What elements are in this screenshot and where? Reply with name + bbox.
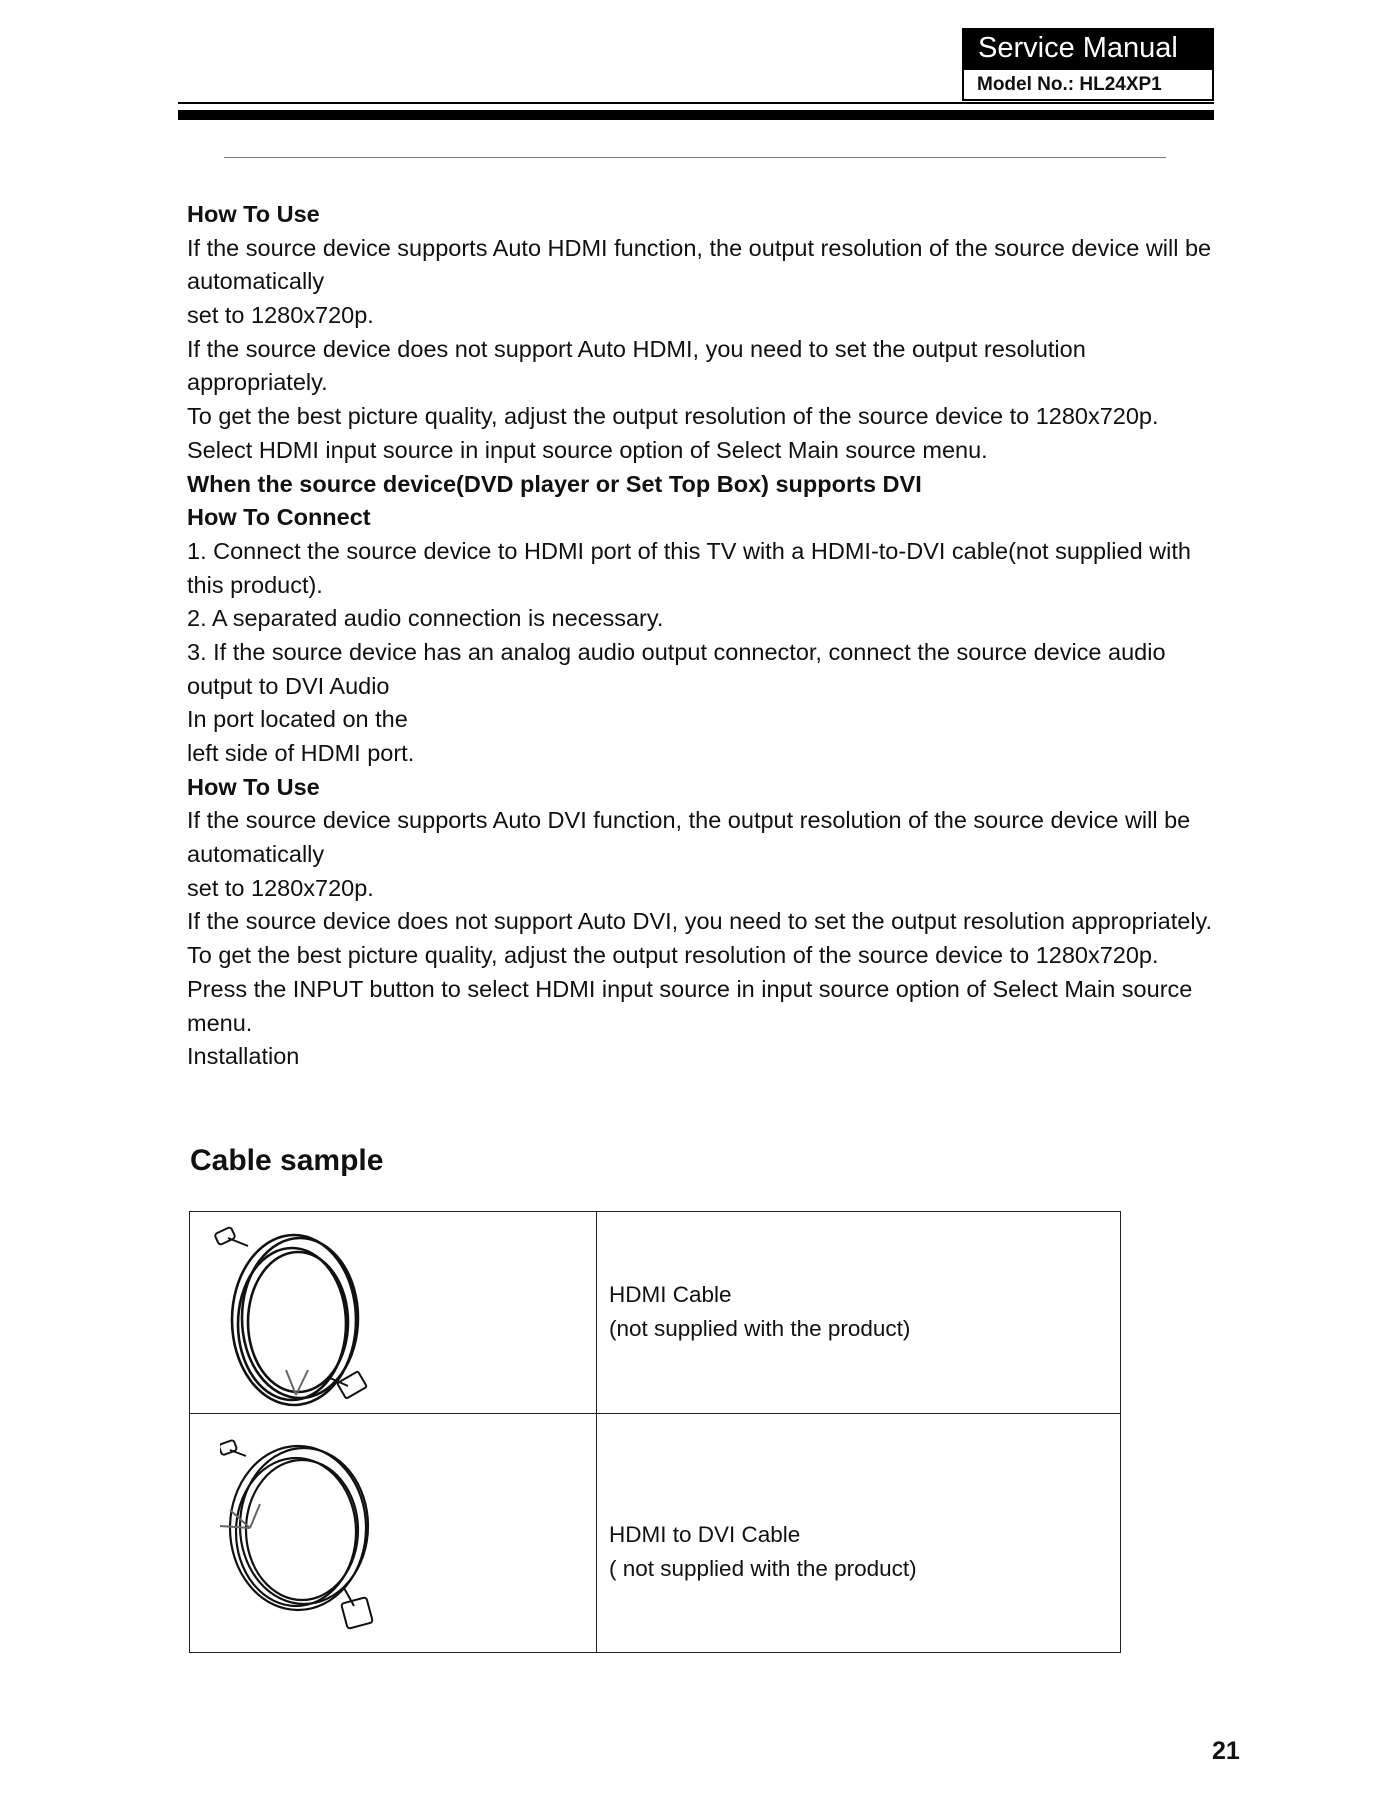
body-line: Select HDMI input source in input source option of Select Main source menu. [187,436,988,463]
body-line: set to 1280x720p. [187,874,374,901]
cable-description [609,1518,917,1586]
cable-name: HDMI to DVI Cable [609,1522,801,1547]
subheading: When the source device(DVD player or Set Top Box) supports DVI [187,470,922,497]
body-line: If the source device supports Auto HDMI function, the output resolution of the source device will be [187,234,1212,261]
model-number: Model No.: HL24XP1 [962,68,1214,101]
body-line: menu. [187,1009,253,1036]
table-row [190,1212,1120,1414]
hdmi-to-dvi-cable-icon [220,1428,410,1638]
cable-description [609,1278,910,1346]
table-cell-image [190,1212,597,1413]
section-heading: Cable sample [190,1144,384,1177]
body-line: automatically [187,268,325,295]
manual-title: Service Manual [962,28,1214,68]
body-line: In port located on the [187,706,408,733]
cable-name: HDMI Cable [609,1282,732,1307]
body-line: set to 1280x720p. [187,302,374,329]
separator-line [224,157,1166,158]
body-line: output to DVI Audio [187,672,390,699]
body-text [187,198,1227,1074]
table-cell-image [190,1414,597,1652]
subheading: How To Connect [187,504,371,531]
body-line: If the source device does not support Auto HDMI, you need to set the output resolution [187,335,1086,362]
body-line: 2. A separated audio connection is necessary. [187,605,664,632]
header-rule-thin [178,102,1214,104]
body-line: Press the INPUT button to select HDMI input source in input source option of Select Main source [187,975,1193,1002]
body-line: 3. If the source device has an analog audio output connector, connect the source device audio [187,638,1166,665]
body-line: 1. Connect the source device to HDMI port of this TV with a HDMI-to-DVI cable(not supplied with [187,537,1191,564]
body-line: left side of HDMI port. [187,740,415,766]
body-line: If the source device does not support Auto DVI, you need to set the output resolution appropriately. [187,908,1213,935]
header-rule-thick [178,110,1214,120]
subheading: How To Use [187,201,320,227]
subheading: How To Use [187,773,320,800]
cable-note: (not supplied with the product) [609,1316,911,1341]
body-line: To get the best picture quality, adjust the output resolution of the source device to 1280x720p. [187,942,1159,969]
body-line: automatically [187,841,325,868]
body-line: If the source device supports Auto DVI function, the output resolution of the source device will be [187,807,1191,834]
body-line: Installation [187,1043,300,1070]
body-line: To get the best picture quality, adjust the output resolution of the source device to 1280x720p. [187,403,1159,430]
hdmi-cable-icon [212,1220,392,1410]
cable-table [189,1211,1121,1653]
body-line: this product). [187,571,323,598]
header-badge [962,28,1214,101]
body-line: appropriately. [187,369,328,396]
table-row [190,1414,1120,1652]
page-number: 21 [1212,1737,1240,1765]
cable-note: ( not supplied with the product) [609,1556,917,1581]
